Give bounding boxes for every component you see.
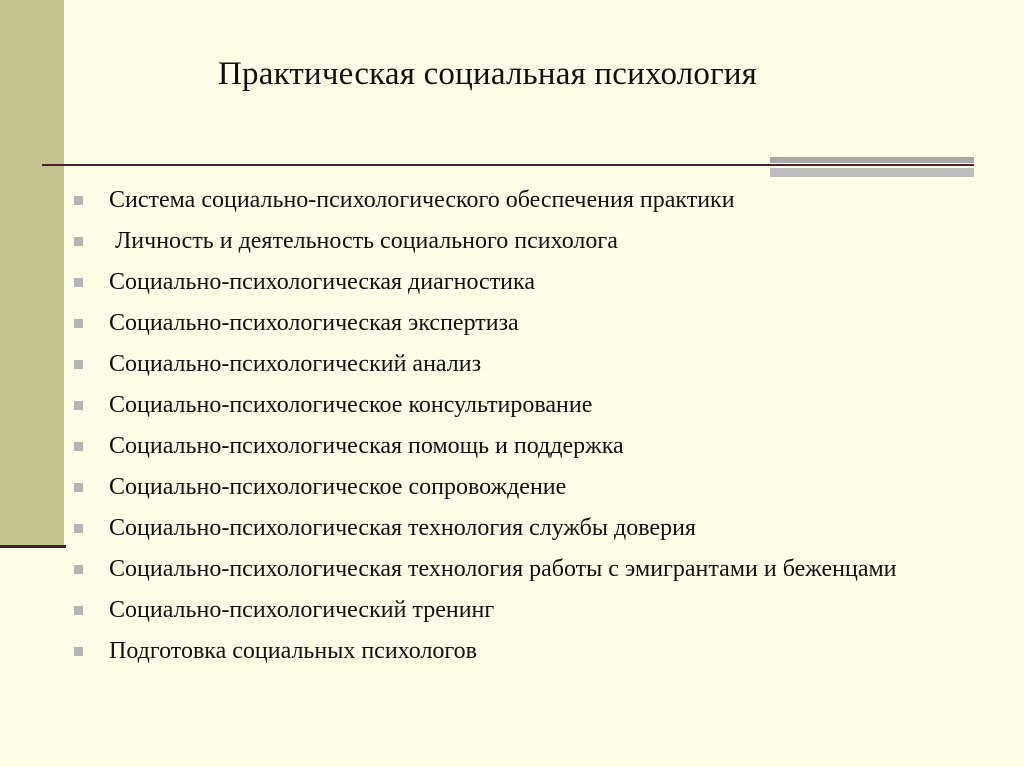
title-divider [42, 164, 974, 166]
square-bullet-icon [74, 319, 83, 328]
list-item-text: Социально-психологический анализ [109, 351, 482, 377]
list-item [72, 431, 962, 462]
bullet-list [72, 185, 962, 677]
list-item-text: Социально-психологическое консультирование [109, 392, 593, 418]
square-bullet-icon [74, 442, 83, 451]
list-item [72, 349, 962, 380]
square-bullet-icon [74, 360, 83, 369]
list-item-text: Социально-психологическая технология службы доверия [109, 515, 696, 541]
square-bullet-icon [74, 237, 83, 246]
list-item [72, 185, 962, 216]
list-item [72, 636, 962, 667]
square-bullet-icon [74, 524, 83, 533]
square-bullet-icon [74, 401, 83, 410]
title-divider-accent-bottom [770, 168, 974, 177]
list-item-text: Социально-психологический тренинг [109, 597, 495, 623]
list-item-text: Система социально-психологического обеспечения практики [109, 187, 735, 213]
square-bullet-icon [74, 278, 83, 287]
list-item [72, 513, 962, 544]
list-item [72, 226, 962, 257]
list-item [72, 472, 962, 503]
list-item [72, 308, 962, 339]
list-item-text: Социально-психологическая экспертиза [109, 310, 519, 336]
left-band-divider [0, 545, 66, 548]
list-item [72, 267, 962, 298]
list-item-text: Социально-психологическая технология работы с эмигрантами и беженцами [109, 556, 897, 582]
list-item-text: Личность и деятельность социального психолога [109, 228, 618, 254]
list-item-text: Социально-психологическое сопровождение [109, 474, 567, 500]
square-bullet-icon [74, 606, 83, 615]
list-item-text: Социально-психологическая диагностика [109, 269, 535, 295]
list-item [72, 595, 962, 626]
square-bullet-icon [74, 647, 83, 656]
list-item [72, 554, 962, 585]
left-decorative-band [0, 0, 64, 546]
list-item-text: Социально-психологическая помощь и поддержка [109, 433, 624, 459]
slide-title: Практическая социальная психология [218, 56, 758, 92]
list-item [72, 390, 962, 421]
square-bullet-icon [74, 483, 83, 492]
square-bullet-icon [74, 565, 83, 574]
title-divider-accent-top [770, 157, 974, 163]
list-item-text: Подготовка социальных психологов [109, 638, 477, 664]
square-bullet-icon [74, 196, 83, 205]
